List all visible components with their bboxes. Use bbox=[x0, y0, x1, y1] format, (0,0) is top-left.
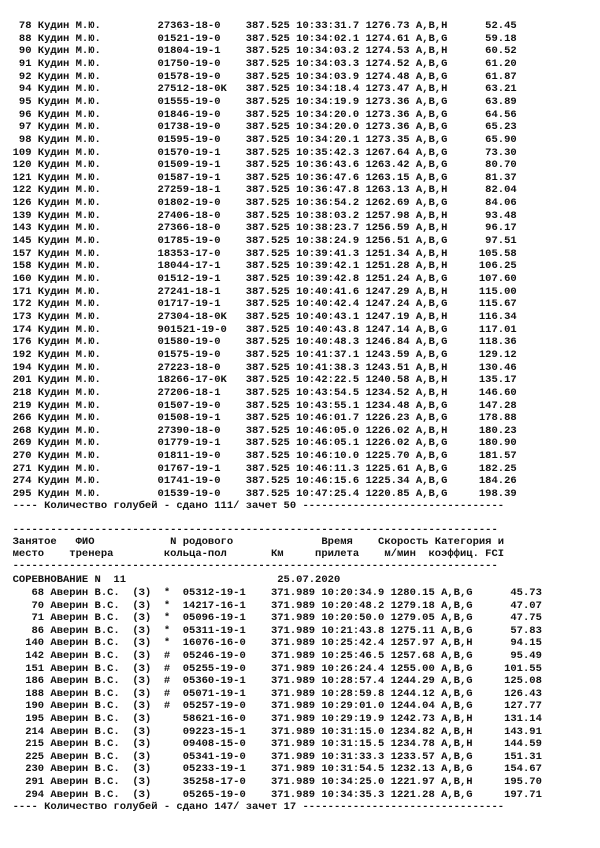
result-row: 142 Аверин В.С. (З) # 05246-19-0 371.989 10:25:46.5 1257.68 A,B,G 95.49 bbox=[0, 650, 542, 662]
result-row: 190 Аверин В.С. (З) # 05257-19-0 371.989 10:29:01.0 1244.04 A,B,G 127.77 bbox=[0, 700, 542, 713]
result-row: 268 Кудин М.Ю. 27390-18-0 387.525 10:46:05.0 1226.02 A,B,H 180.23 bbox=[0, 424, 517, 437]
result-row: 88 Кудин М.Ю. 01521-19-0 387.525 10:34:02.1 1274.61 A,B,G 59.18 bbox=[0, 32, 517, 45]
result-row: 214 Аверин В.С. (З) 09223-15-1 371.989 10:31:15.0 1234.82 A,B,H 143.91 bbox=[0, 725, 542, 738]
result-row: 201 Кудин М.Ю. 18266-17-0K 387.525 10:42:22.5 1240.58 A,B,H 135.17 bbox=[0, 374, 517, 387]
separator-line: ----------------------------------------------------------------------------- bbox=[0, 524, 498, 536]
result-row: 96 Кудин М.Ю. 01846-19-0 387.525 10:34:20.0 1273.36 A,B,G 64.56 bbox=[0, 108, 517, 121]
result-row: 160 Кудин М.Ю. 01512-19-1 387.525 10:39:42.8 1251.24 A,B,G 107.60 bbox=[0, 273, 517, 285]
result-row: 120 Кудин М.Ю. 01509-19-1 387.525 10:36:43.6 1263.42 A,B,G 80.70 bbox=[0, 159, 517, 172]
result-row: 126 Кудин М.Ю. 01802-19-0 387.525 10:36:54.2 1262.69 A,B,G 84.06 bbox=[0, 197, 517, 210]
result-row: 230 Аверин В.С. (З) 05233-19-1 371.989 10:31:54.5 1232.13 A,B,G 154.67 bbox=[0, 763, 542, 776]
result-row: 91 Кудин М.Ю. 01750-19-0 387.525 10:34:03.3 1274.52 A,B,G 61.20 bbox=[0, 57, 517, 70]
result-row: 195 Аверин В.С. (З) 58621-16-0 371.989 10:29:19.9 1242.73 A,B,H 131.14 bbox=[0, 713, 542, 725]
result-row: 157 Кудин М.Ю. 18353-17-0 387.525 10:39:41.3 1251.34 A,B,H 105.58 bbox=[0, 247, 517, 260]
result-row: 109 Кудин М.Ю. 01570-19-1 387.525 10:35:42.3 1267.64 A,B,G 73.30 bbox=[0, 146, 517, 159]
result-row: 92 Кудин М.Ю. 01578-19-0 387.525 10:34:03.9 1274.48 A,B,G 61.87 bbox=[0, 70, 517, 83]
result-row: 270 Кудин М.Ю. 01811-19-0 387.525 10:46:10.0 1225.70 A,B,G 181.57 bbox=[0, 450, 517, 463]
result-row: 274 Кудин М.Ю. 01741-19-0 387.525 10:46:15.6 1225.34 A,B,G 184.26 bbox=[0, 475, 517, 488]
result-row: 174 Кудин М.Ю. 901521-19-0 387.525 10:40:43.8 1247.14 A,B,G 117.01 bbox=[0, 323, 517, 336]
result-row: 139 Кудин М.Ю. 27406-18-0 387.525 10:38:03.2 1257.98 A,B,H 93.48 bbox=[0, 209, 517, 222]
result-row: 225 Аверин В.С. (З) 05341-19-0 371.989 10:31:33.3 1233.57 A,B,G 151.31 bbox=[0, 750, 542, 763]
result-row: 176 Кудин М.Ю. 01580-19-0 387.525 10:40:48.3 1246.84 A,B,G 118.36 bbox=[0, 336, 517, 349]
result-row: 140 Аверин В.С. (З) * 16076-16-0 371.989 10:25:42.4 1257.97 A,B,H 94.15 bbox=[0, 637, 542, 650]
result-row: 158 Кудин М.Ю. 18044-17-1 387.525 10:39:42.1 1251.28 A,B,H 106.25 bbox=[0, 260, 517, 273]
result-row: 194 Кудин М.Ю. 27223-18-0 387.525 10:41:38.3 1243.51 A,B,H 130.46 bbox=[0, 361, 517, 374]
result-row: 188 Аверин В.С. (З) # 05071-19-1 371.989 10:28:59.8 1244.12 A,B,G 126.43 bbox=[0, 687, 542, 700]
separator-line: ----------------------------------------------------------------------------- bbox=[0, 560, 498, 572]
result-row: 172 Кудин М.Ю. 01717-19-1 387.525 10:40:42.4 1247.24 A,B,G 115.67 bbox=[0, 298, 517, 311]
result-row: 291 Аверин В.С. (З) 35258-17-0 371.989 10:34:25.0 1221.97 A,B,H 195.70 bbox=[0, 776, 542, 788]
header-line-1: Занятое ФИО N родового Время Скорость Категория и bbox=[0, 536, 505, 548]
result-row: 97 Кудин М.Ю. 01738-19-0 387.525 10:34:20.0 1273.36 A,B,G 65.23 bbox=[0, 121, 517, 134]
header-line-2: место тренера кольца-пол Км прилета м/мин коэффиц. FCI bbox=[0, 548, 505, 560]
result-row: 145 Кудин М.Ю. 01785-19-0 387.525 10:38:24.9 1256.51 A,B,G 97.51 bbox=[0, 235, 517, 248]
result-row: 269 Кудин М.Ю. 01779-19-1 387.525 10:46:05.1 1226.02 A,B,G 180.90 bbox=[0, 437, 517, 450]
result-row: 71 Аверин В.С. (З) * 05096-19-1 371.989 10:20:50.0 1279.05 A,B,G 47.75 bbox=[0, 612, 542, 625]
result-row: 294 Аверин В.С. (З) 05265-19-0 371.989 10:34:35.3 1221.28 A,B,G 197.71 bbox=[0, 788, 542, 801]
result-row: 186 Аверин В.С. (З) # 05360-19-1 371.989 10:28:57.4 1244.29 A,B,G 125.08 bbox=[0, 675, 542, 688]
result-row: 295 Кудин М.Ю. 01539-19-0 387.525 10:47:25.4 1220.85 A,B,G 198.39 bbox=[0, 488, 517, 501]
top-summary-line: ---- Количество голубей - сдано 111/ зачет 50 -------------------------------- bbox=[0, 500, 505, 512]
result-row: 90 Кудин М.Ю. 01804-19-1 387.525 10:34:03.2 1274.53 A,B,H 60.52 bbox=[0, 45, 517, 58]
result-row: 192 Кудин М.Ю. 01575-19-0 387.525 10:41:37.1 1243.59 A,B,G 129.12 bbox=[0, 348, 517, 361]
bottom-summary-line: ---- Количество голубей - сдано 147/ зачет 17 -------------------------------- bbox=[0, 801, 505, 813]
result-row: 173 Кудин М.Ю. 27304-18-0K 387.525 10:40:43.1 1247.19 A,B,H 116.34 bbox=[0, 310, 517, 323]
result-row: 95 Кудин М.Ю. 01555-19-0 387.525 10:34:19.9 1273.36 A,B,G 63.89 bbox=[0, 95, 517, 108]
result-row: 86 Аверин В.С. (З) * 05311-19-1 371.989 10:21:43.8 1275.11 A,B,G 57.83 bbox=[0, 624, 542, 637]
result-row: 266 Кудин М.Ю. 01508-19-1 387.525 10:46:01.7 1226.23 A,B,G 178.88 bbox=[0, 412, 517, 425]
result-row: 121 Кудин М.Ю. 01587-19-1 387.525 10:36:47.6 1263.15 A,B,G 81.37 bbox=[0, 171, 517, 184]
result-row: 151 Аверин В.С. (З) # 05255-19-0 371.989 10:26:24.4 1255.00 A,B,G 101.55 bbox=[0, 662, 542, 675]
result-row: 68 Аверин В.С. (З) * 05312-19-1 371.989 10:20:34.9 1280.15 A,B,G 45.73 bbox=[0, 587, 542, 599]
result-row: 98 Кудин М.Ю. 01595-19-0 387.525 10:34:20.1 1273.35 A,B,G 65.90 bbox=[0, 133, 517, 146]
result-row: 78 Кудин М.Ю. 27363-18-0 387.525 10:33:31.7 1276.73 A,B,H 52.45 bbox=[0, 20, 517, 32]
result-row: 94 Кудин М.Ю. 27512-18-0K 387.525 10:34:18.4 1273.47 A,B,H 63.21 bbox=[0, 83, 517, 96]
result-row: 219 Кудин М.Ю. 01507-19-0 387.525 10:43:55.1 1234.48 A,B,G 147.28 bbox=[0, 399, 517, 412]
result-row: 70 Аверин В.С. (З) * 14217-16-1 371.989 10:20:48.2 1279.18 A,B,G 47.07 bbox=[0, 599, 542, 612]
result-row: 271 Кудин М.Ю. 01767-19-1 387.525 10:46:11.3 1225.61 A,B,G 182.25 bbox=[0, 462, 517, 475]
result-row: 122 Кудин М.Ю. 27259-18-1 387.525 10:36:47.8 1263.13 A,B,H 82.04 bbox=[0, 184, 517, 197]
result-row: 218 Кудин М.Ю. 27206-18-1 387.525 10:43:54.5 1234.52 A,B,H 146.60 bbox=[0, 386, 517, 399]
result-row: 171 Кудин М.Ю. 27241-18-1 387.525 10:40:41.6 1247.29 A,B,H 115.00 bbox=[0, 285, 517, 298]
competition-line: СОРЕВНОВАНИЕ N 11 25.07.2020 bbox=[0, 574, 341, 586]
result-row: 215 Аверин В.С. (З) 09408-15-0 371.989 10:31:15.5 1234.78 A,B,H 144.59 bbox=[0, 738, 542, 751]
result-row: 143 Кудин М.Ю. 27366-18-0 387.525 10:38:23.7 1256.59 A,B,H 96.17 bbox=[0, 222, 517, 235]
